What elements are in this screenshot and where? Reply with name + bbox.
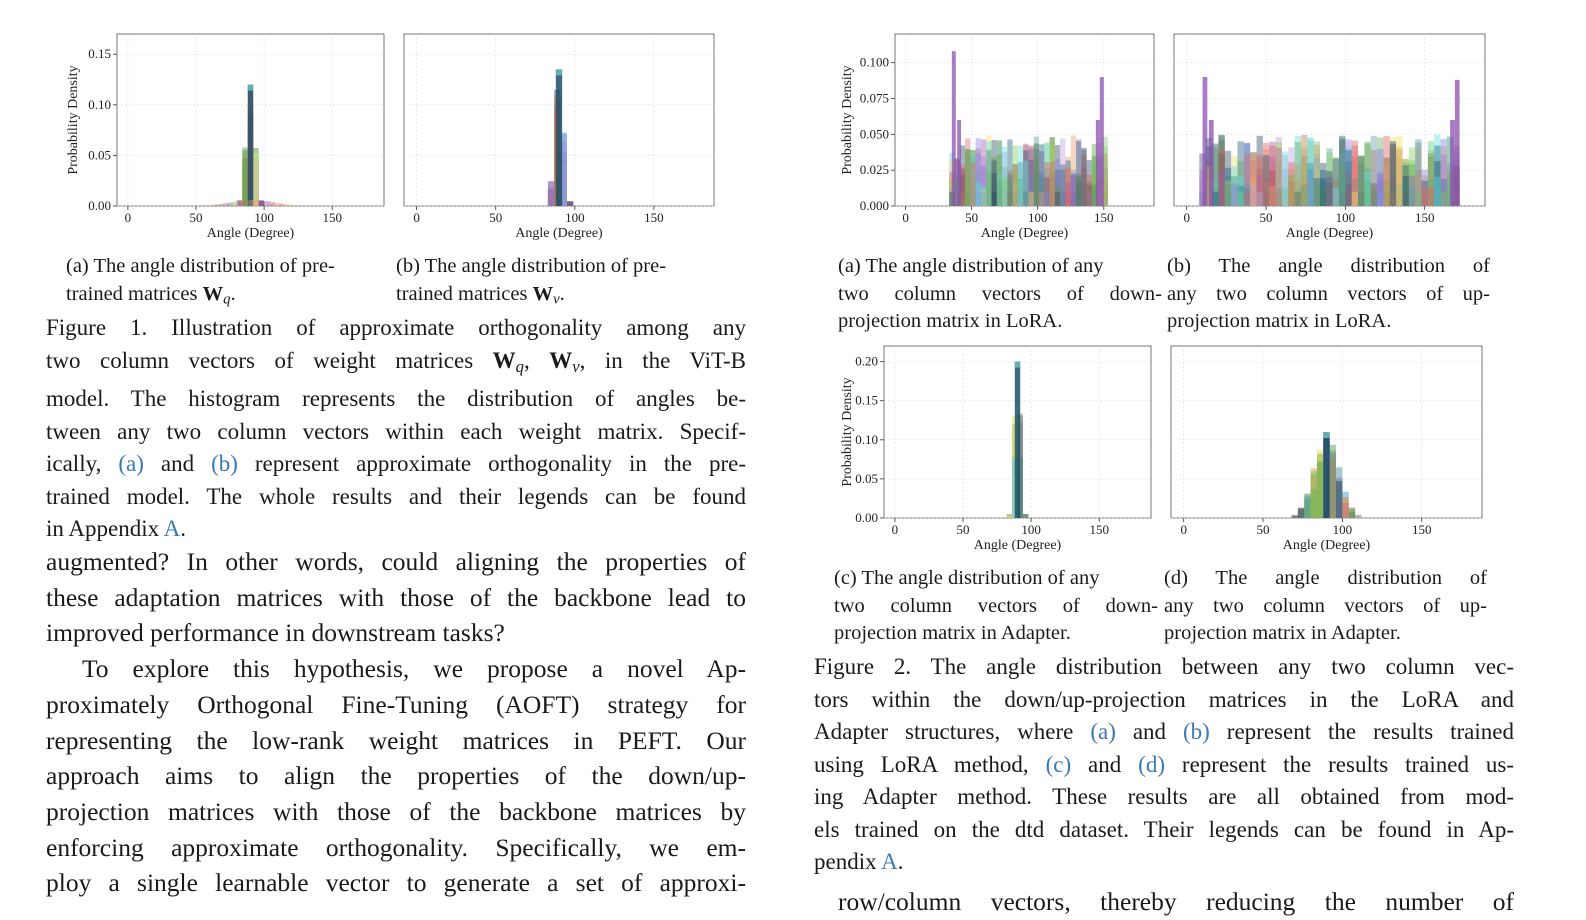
x-tick-label: 0 xyxy=(413,210,420,225)
histogram-bar xyxy=(238,201,242,206)
x-tick-label: 50 xyxy=(965,210,978,225)
y-tick-label: 0.050 xyxy=(860,126,889,141)
histogram-bar xyxy=(1311,471,1317,518)
histogram-bar xyxy=(1269,186,1275,206)
histogram-bar xyxy=(1434,177,1440,206)
histogram-bar xyxy=(222,204,226,206)
y-tick-label: 0.075 xyxy=(860,91,889,106)
subcaption-fig1b: (b) The angle distribution of pre- trained matrices $W_v$. xyxy=(396,253,722,314)
figure1-caption: Figure 1. Illustration of approximate orthogonality among any two column vectors of weight matrices $W_q$, $W_v$, in the ViT-B model. The histogram represents the distribution of angles be- tween any two column vectors within each weight matrix. Specif- ically, (a) and (b) represent approximate orthogonality in the pre- trained model. The whole results and their legends can be found in Appendix A. xyxy=(46,312,746,546)
histogram-bar xyxy=(283,204,287,206)
histogram-bar xyxy=(1218,172,1224,206)
histogram-bar xyxy=(1304,495,1310,518)
histogram-bar xyxy=(1441,192,1447,206)
histogram-bar xyxy=(1237,176,1243,206)
ref-fig2a[interactable]: (a) xyxy=(1090,719,1116,744)
subcaption-fig2b: (b) The angle distribution of any two column vectors of up- projection matrix in LoRA. xyxy=(1167,253,1490,336)
histogram-bar xyxy=(1225,175,1231,206)
body-text-left: augmented? In other words, could aligning the properties of these adaptation matrices with those of the backbone lead to improved performance in downstream tasks? To explore this hypothesis, we propose a novel Ap- proximately Orthogonal Fine-Tuning (AOFT) strategy for representing the low-rank weight matrices in PEFT. Our approach aims to align the properties of the down/up- projection matrices with those of the backbone matrices by enforcing approximate orthogonality. Specifically, we em- ploy a single learnable vector to generate a set of approxi- xyxy=(46,544,746,901)
histogram-bar xyxy=(1065,168,1070,206)
x-axis-label: Angle (Degree) xyxy=(515,226,603,241)
histogram-bar xyxy=(1231,184,1237,206)
x-tick-label: 50 xyxy=(190,210,203,225)
y-tick-label: 0.20 xyxy=(855,354,878,369)
histogram-bar xyxy=(556,69,562,206)
chart-fig2b xyxy=(1168,24,1490,244)
histogram-bar xyxy=(271,202,275,206)
math-W: W xyxy=(203,283,224,305)
histogram-bar xyxy=(1292,516,1298,518)
histogram-bar xyxy=(1352,192,1358,206)
histogram-bar xyxy=(1355,516,1361,518)
x-tick-label: 150 xyxy=(322,210,342,225)
histogram-bar xyxy=(1317,462,1323,518)
histogram-bar xyxy=(952,51,956,206)
histogram-bar xyxy=(1039,192,1044,206)
chart-fig2d xyxy=(1166,336,1488,556)
histogram-bar xyxy=(1336,481,1342,518)
x-axis-label: Angle (Degree) xyxy=(974,538,1062,553)
histogram-bar xyxy=(1339,153,1345,206)
x-tick-label: 0 xyxy=(892,522,899,537)
y-tick-label: 0.100 xyxy=(860,55,889,70)
x-axis-label: Angle (Degree) xyxy=(981,226,1069,241)
histogram-bar xyxy=(976,182,981,206)
histogram-bar xyxy=(1060,139,1065,206)
histogram-bar xyxy=(1298,508,1304,518)
histogram-bar xyxy=(567,203,573,206)
histogram-bar xyxy=(1055,192,1060,206)
histogram-bar xyxy=(1257,154,1263,206)
histogram-bar xyxy=(234,201,238,206)
histogram-bar xyxy=(1071,176,1076,206)
histogram-bar xyxy=(259,200,263,206)
histogram-bar xyxy=(1415,142,1421,206)
histogram-bar xyxy=(1383,166,1389,206)
histogram-bar xyxy=(1342,503,1348,518)
ref-fig2b[interactable]: (b) xyxy=(1183,719,1210,744)
histogram-bar xyxy=(253,153,258,206)
x-tick-label: 0 xyxy=(902,210,909,225)
histogram-bar xyxy=(1096,120,1100,206)
histogram-bar xyxy=(248,85,253,91)
histogram-bar xyxy=(1209,120,1214,206)
histogram-bar xyxy=(1087,175,1092,206)
x-axis-label: Angle (Degree) xyxy=(1283,538,1371,553)
histogram-bar xyxy=(1015,362,1020,518)
histogram-bar xyxy=(242,150,247,206)
y-tick-label: 0.15 xyxy=(855,393,878,408)
histogram-bar xyxy=(1023,161,1028,206)
histogram-bar xyxy=(1450,120,1455,206)
x-tick-label: 50 xyxy=(1257,522,1270,537)
histogram-bar xyxy=(1044,192,1049,206)
histogram-bar xyxy=(981,186,986,206)
histogram-bar xyxy=(1333,188,1339,206)
histogram-bar xyxy=(1018,181,1023,206)
histogram-bar xyxy=(1307,139,1313,206)
histogram-bar xyxy=(1295,142,1301,206)
histogram-bar xyxy=(1007,140,1012,206)
x-tick-label: 0 xyxy=(1183,210,1190,225)
histogram-bar xyxy=(230,202,234,206)
histogram-bar xyxy=(1345,150,1351,206)
histogram-bar xyxy=(267,201,271,206)
histogram-bar xyxy=(1323,432,1329,438)
histogram-bar xyxy=(965,149,970,206)
histogram-bar xyxy=(214,205,218,206)
histogram-bar xyxy=(1282,152,1288,206)
histogram-bar xyxy=(246,200,250,206)
histogram-bar xyxy=(255,200,259,206)
ref-fig1b[interactable]: (b) xyxy=(211,451,238,476)
histogram-bar xyxy=(251,200,255,206)
y-tick-label: 0.000 xyxy=(860,198,889,213)
ref-appendix-a[interactable]: A xyxy=(881,849,898,874)
histogram-bar xyxy=(1330,445,1336,518)
histogram-bar xyxy=(1320,178,1326,206)
histogram-bar xyxy=(279,204,283,206)
histogram-bar xyxy=(1250,184,1256,206)
histogram-bar xyxy=(291,205,295,206)
histogram-bar xyxy=(556,69,562,75)
subcaption-fig2c: (c) The angle distribution of any two column vectors of down- projection matrix in Adapter. xyxy=(834,565,1158,648)
chart-fig1a xyxy=(60,24,390,244)
x-tick-label: 150 xyxy=(1094,210,1114,225)
histogram-bar xyxy=(218,204,222,206)
histogram-bar xyxy=(1422,187,1428,206)
histogram-bar xyxy=(1023,514,1028,518)
subcaption-fig2d: (d) The angle distribution of any two column vectors of up- projection matrix in Adapter. xyxy=(1164,565,1487,648)
histogram-bar xyxy=(1314,178,1320,206)
y-tick-label: 0.10 xyxy=(855,432,878,447)
histogram-bar xyxy=(1326,171,1332,206)
subcaption-fig1a: (a) The angle distribution of pre- trained matrices $W_q$. xyxy=(66,253,392,314)
histogram-bar xyxy=(1015,362,1020,368)
x-tick-label: 150 xyxy=(1415,210,1435,225)
y-tick-label: 0.00 xyxy=(855,510,878,525)
histogram-bar xyxy=(1002,178,1007,206)
histogram-bar xyxy=(1349,508,1355,518)
x-tick-label: 50 xyxy=(957,522,970,537)
ref-fig2d[interactable]: (d) xyxy=(1138,752,1165,777)
y-axis-label: Probability Density xyxy=(840,377,855,486)
histogram-bar xyxy=(997,141,1002,206)
histogram-bar xyxy=(1364,171,1370,206)
histogram-bar xyxy=(986,149,991,206)
histogram-bar xyxy=(1428,188,1434,206)
histogram-bar xyxy=(970,163,975,206)
histogram-bar xyxy=(1371,185,1377,206)
y-tick-label: 0.10 xyxy=(88,97,111,112)
x-tick-label: 0 xyxy=(125,210,131,225)
histogram-bar xyxy=(1409,186,1415,206)
histogram-bar xyxy=(991,160,996,206)
histogram-bar xyxy=(1028,192,1033,206)
histogram-bar xyxy=(1377,172,1383,206)
histogram-bar xyxy=(287,205,291,206)
histogram-bar xyxy=(548,182,554,206)
x-axis-label: Angle (Degree) xyxy=(1286,226,1374,241)
ref-fig1a[interactable]: (a) xyxy=(118,451,144,476)
x-tick-label: 100 xyxy=(254,210,273,225)
histogram-bar xyxy=(957,120,961,206)
histogram-bar xyxy=(1007,515,1012,518)
histogram-bar xyxy=(226,203,230,206)
ref-appendix-a[interactable]: A xyxy=(164,516,181,541)
histogram-bar xyxy=(1034,144,1039,206)
y-axis-label: Probability Density xyxy=(66,65,81,174)
histogram-bar xyxy=(1455,80,1460,206)
chart-fig2c xyxy=(834,336,1156,556)
x-axis-label: Angle (Degree) xyxy=(207,226,295,241)
x-tick-label: 100 xyxy=(1333,522,1353,537)
x-tick-label: 150 xyxy=(1412,522,1432,537)
subcaption-fig2a: (a) The angle distribution of any two column vectors of down- projection matrix in LoRA. xyxy=(838,253,1162,336)
ref-fig2c[interactable]: (c) xyxy=(1046,752,1072,777)
x-tick-label: 50 xyxy=(1260,210,1273,225)
x-tick-label: 100 xyxy=(1021,522,1041,537)
histogram-bar xyxy=(1301,137,1307,206)
histogram-bar xyxy=(242,200,246,206)
histogram-bar xyxy=(1244,184,1250,206)
y-axis-label: Probability Density xyxy=(840,65,855,174)
histogram-bar xyxy=(275,203,279,206)
histogram-bar xyxy=(206,205,210,206)
histogram-bar xyxy=(248,85,253,206)
histogram-bar xyxy=(1076,141,1081,206)
x-tick-label: 0 xyxy=(1180,522,1187,537)
chart-fig2a xyxy=(834,24,1158,244)
histogram-bar xyxy=(1390,144,1396,206)
body-text-right: row/column vectors, thereby reducing the number of xyxy=(814,884,1514,920)
histogram-bar xyxy=(1081,148,1086,206)
histogram-bar xyxy=(1013,166,1018,206)
math-W: W xyxy=(533,283,554,305)
y-tick-label: 0.05 xyxy=(88,147,111,162)
histogram-bar xyxy=(1288,175,1294,206)
chart-fig1b xyxy=(398,24,720,244)
x-tick-label: 100 xyxy=(565,210,585,225)
histogram-bar xyxy=(1050,162,1055,206)
histogram-bar xyxy=(1402,176,1408,206)
y-tick-label: 0.05 xyxy=(855,471,878,486)
histogram-bar xyxy=(1263,181,1269,206)
histogram-bar xyxy=(1100,77,1104,206)
histogram-bar xyxy=(263,201,267,206)
y-tick-label: 0.00 xyxy=(88,198,111,213)
histogram-bar xyxy=(295,205,299,206)
histogram-bar xyxy=(1358,155,1364,206)
histogram-bar xyxy=(1203,77,1208,206)
x-tick-label: 50 xyxy=(489,210,502,225)
histogram-bar xyxy=(1323,432,1329,518)
x-tick-label: 100 xyxy=(1028,210,1048,225)
histogram-bar xyxy=(210,205,214,206)
figure2-caption: Figure 2. The angle distribution between any two column vec- tors within the down/up-projection matrices in the LoRA and Adapter structures, where (a) and (b) represent the results trained using LoRA method, (c) and (d) represent the results trained us- ing Adapter method. These results are all obtained from mod- els trained on the dtd dataset. Their legends can be found in Ap- pendix A. xyxy=(814,651,1514,879)
x-tick-label: 100 xyxy=(1336,210,1356,225)
y-tick-label: 0.025 xyxy=(860,162,889,177)
histogram-bar xyxy=(1396,136,1402,206)
x-tick-label: 150 xyxy=(1089,522,1109,537)
y-tick-label: 0.15 xyxy=(88,46,111,61)
x-tick-label: 150 xyxy=(644,210,664,225)
histogram-bar xyxy=(1276,148,1282,206)
